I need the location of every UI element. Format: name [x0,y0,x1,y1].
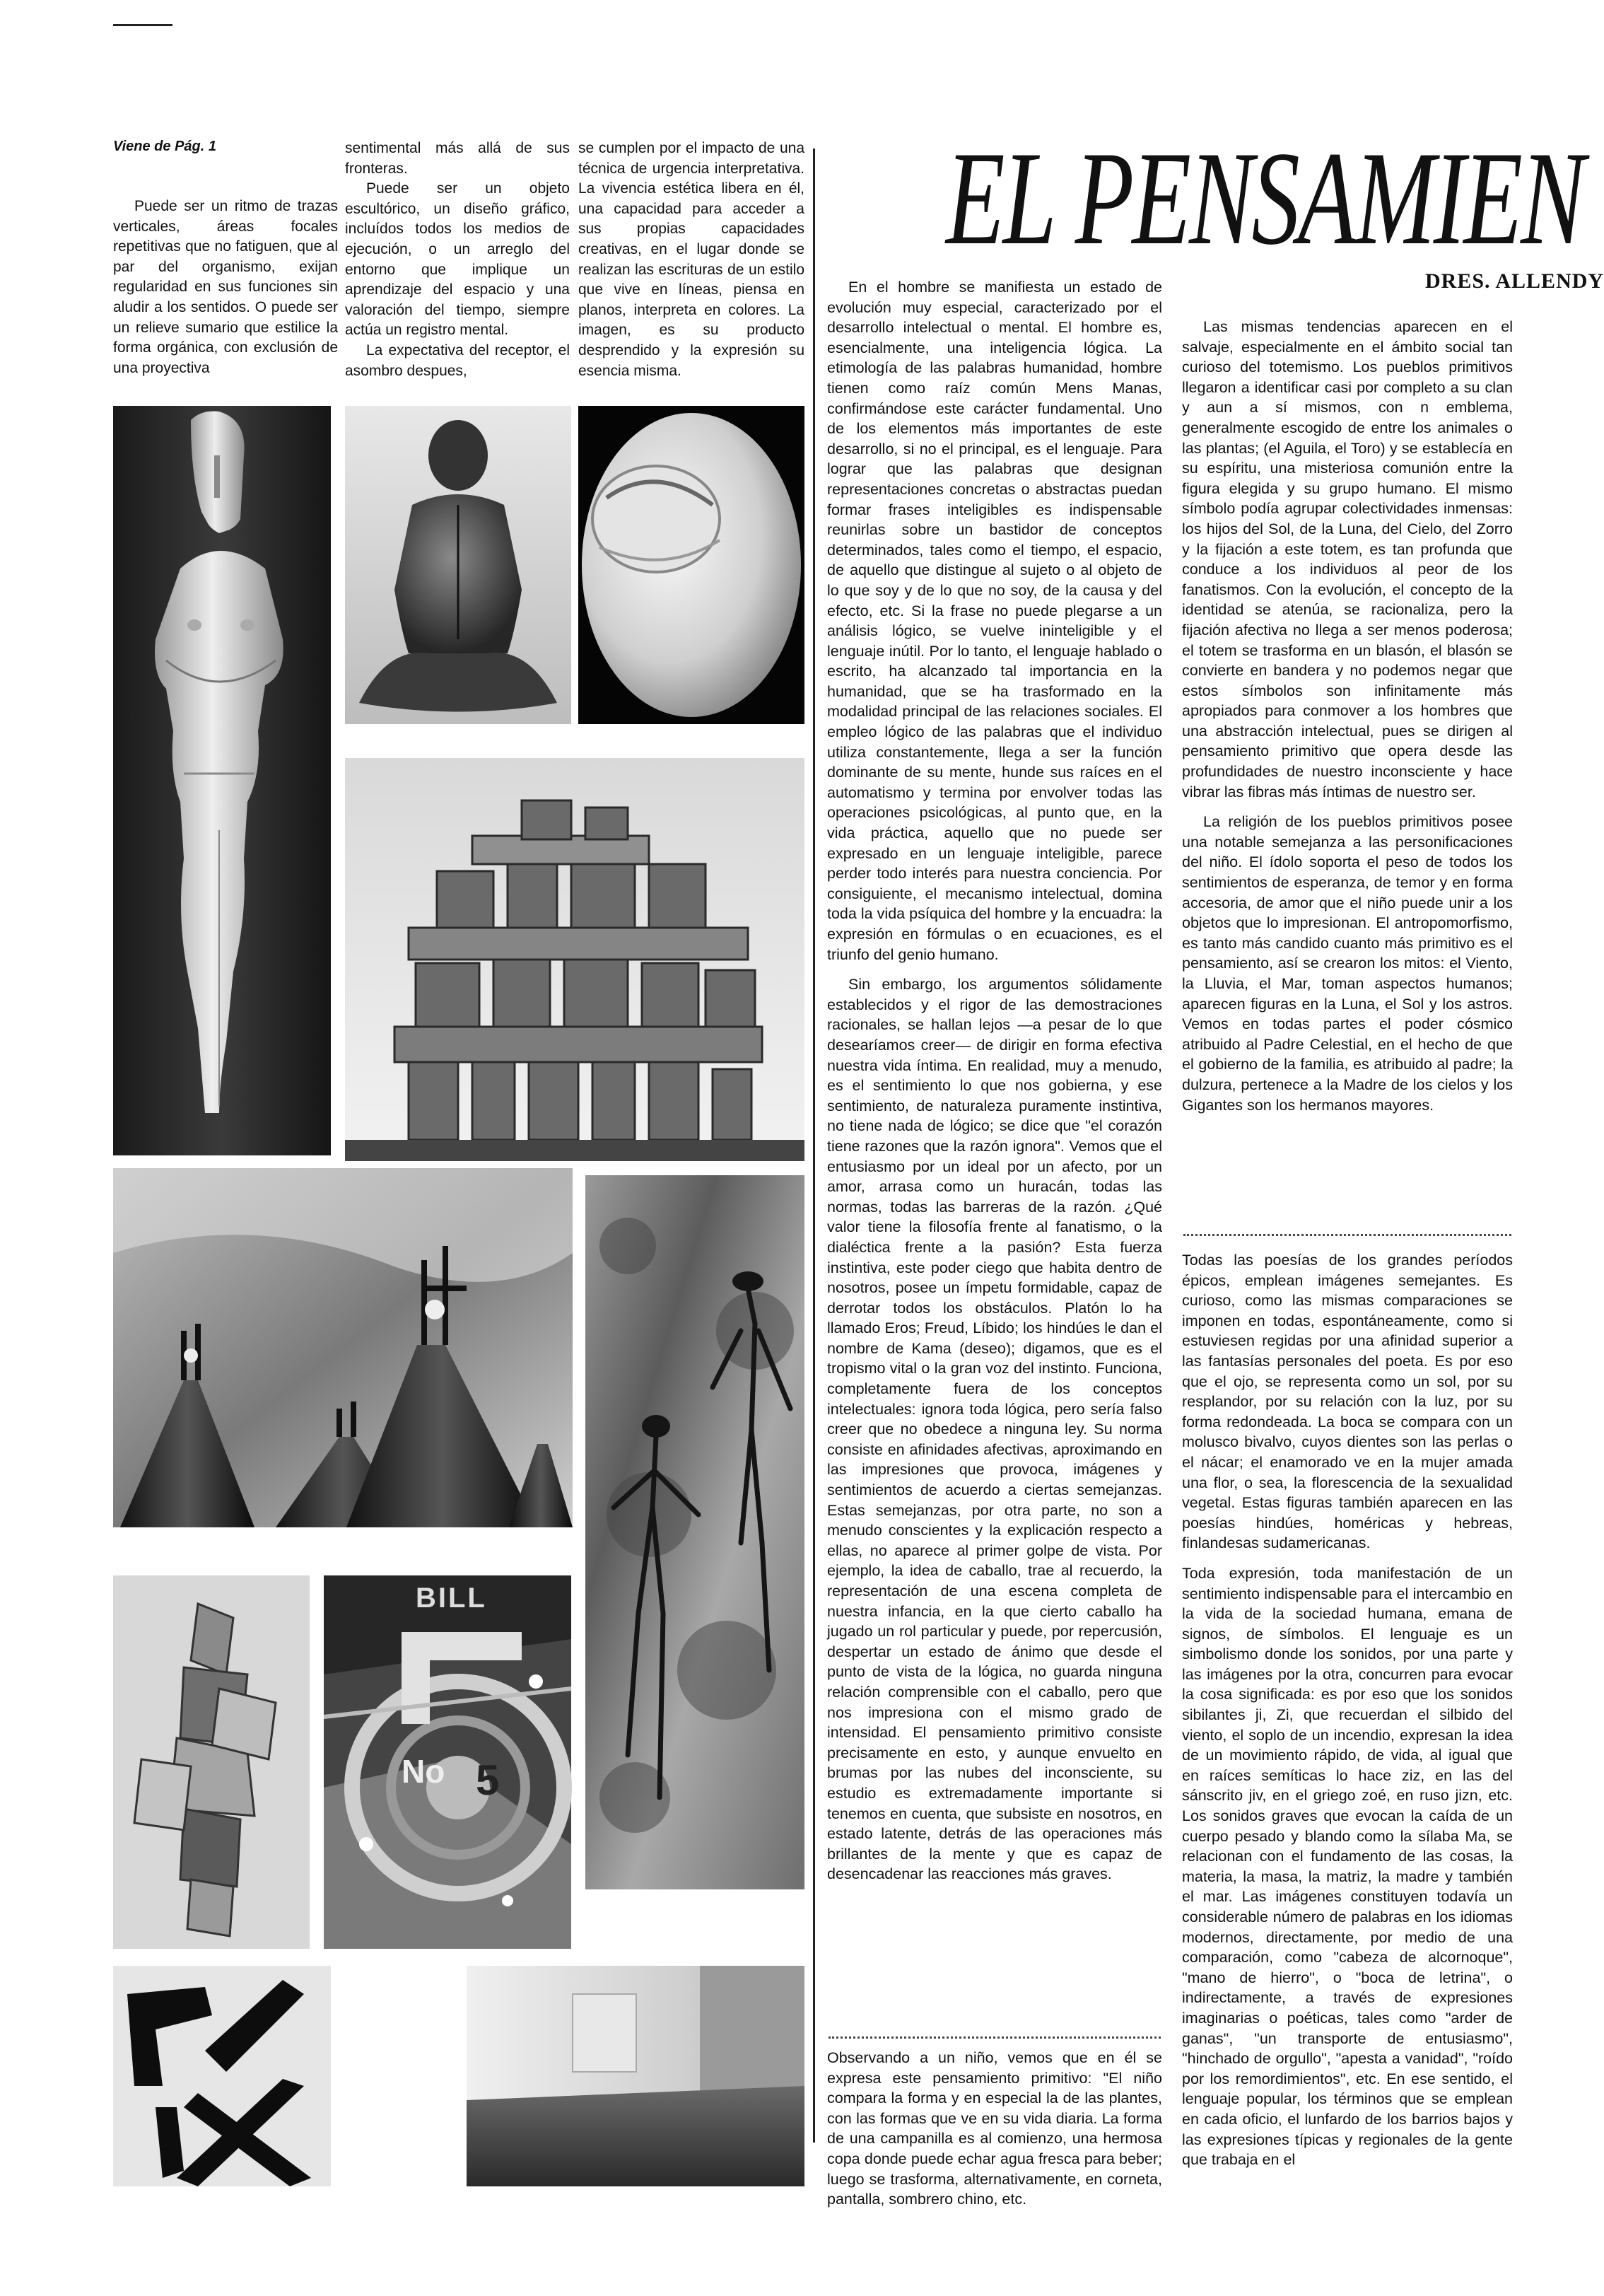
poster-text-no: No [402,1753,445,1790]
poster-text-bill: BILL [416,1583,487,1614]
column-2 [345,139,570,381]
col3-paragraph-1: se cumplen por el impacto de una técnica de urgencia interpretativa. La vivencia estética libera en él, una capacidad para acceder a sus propias capacidades creativas, en el lugar donde se realizan las escrituras de un estilo que vive en líneas, piensa en planos, interpreta en colores. La imagen, es su producto desprendido y la expresión su esencia misma. [578,140,804,379]
article-authors: DRES. ALLENDY [1425,269,1604,293]
article-title: EL PENSAMIEN [946,124,1583,273]
col5-paragraph-3: Todas las poesías de los grandes períodos épicos, emplean imágenes semejantes. Es curioso, como las mismas comparaciones se imponen en todas, espontáneamente, como si estuviesen regidas por una afinidad superior a las fantasías personales del poeta. Es por eso que el ojo, se representa como un sol, por su resplandor, por su relación con la luz, por su forma redondeada. La boca se compara con un molusco bivalvo, cuyos dientes son las perlas o el nácar; el enamorado ve en la mujer amada una flor, o sea, la florescencia de la sexualidad vegetal. Estas figuras también aparecen en las poesías hindúes, homéricas y hebreas, finlandesas sudamericanas. [1182,1252,1513,1552]
column-divider [813,148,815,2143]
col5-dotted-divider [1183,1234,1511,1236]
continued-label: Viene de Pág. 1 [113,139,216,154]
cones-painting-photo [113,1168,573,1527]
gallery-interior-photo [467,1966,804,2186]
poster-text-5: 5 [476,1756,500,1804]
column-5 [1182,317,1513,1115]
rock-art-photo [585,1175,804,1889]
column-4 [827,277,1162,1884]
col5-paragraph-4: Toda expresión, toda manifestación de un sentimiento indispensable para el intercambio en la vida de la sociedad humana, emana de signos, de símbolos. El lenguaje es un simbolismo donde los sonidos, por una parte y las imágenes por la otra, concurren para evocar la cosa significada: es por eso que los sonidos sibilantes ji, Zi, que recuerdan el silbido del viento, el soplo de un incendio, expresan la idea de un movimiento rápido, de vida, al igual que en raíces semíticas lo hace ziz, en las del sánscrito jiv, en el griego zoé, en ruso jizn, etc. Los sonidos graves que evocan la caída de un cuerpo pesado y blando como la sílaba Ma, se relacionan con el fundamento de las cosas, la materia, la masa, la matriz, la madre y también el mar. Las imágenes constituyen todavía un considerable número de palabras en los idiomas modernos, directamente, por medio de una comparación, como "cabeza de alcornoque", "mano de hierro", o "boca de letrina", o indirectamente, a través de expresiones imaginarias o poéticas, tales como "arder de ganas", "un transporte de entusiasmo", "hinchado de orgullo", "apesta a vanidad", "roído por los remordimientos", etc. En ese sentido, el lenguaje popular, los términos que se emplean en cada oficio, el lunfardo de los barrios bajos y las expresiones típicas y regionales de la gente que trabaja en el [1182,1564,1513,2169]
col2-paragraph-1: sentimental más allá de sus fronteras. [345,140,570,177]
black-forms-artwork-photo [113,1966,331,2186]
number-five-painting-photo [324,1575,571,1949]
col5-paragraph-1: Las mismas tendencias aparecen en el salvaje, especialmente en el ámbito social tan curioso del totemismo. Los pueblos primitivos llegaron a identificar casi por completo a su clan y aun a sí mismos, con n emblema, generalmente escogido de entre los animales o las plantas; (el Aguila, el Toro) y se establecía en su espíritu, una misteriosa comunión entre la figura elegida y su grupo humano. El mismo símbolo podía agrupar colectividades inmensas: los hijos del Sol, de la Luna, del Cielo, del Zorro y la fijación a este totem, es tan profunda que conduce a los individuos al peor de los fanatismos. Con la evolución, el concepto de la identidad se atenúa, se racionaliza, pero la fijación afectiva no llega a ser menos poderosa; el totem se trasforma en un blasón, el blasón se convierte en bandera y no podemos negar que estos símbolos son infinitamente más apropiados para conmover a los hombres que una abstracción intelectual, pues se dirigen al pensamiento primitivo que opera desde las profundidades de nuestro inconsciente y hace vibrar las fibras más íntimas de nuestro ser. [1182,318,1513,800]
col4-dotted-divider [829,2036,1161,2039]
col2-paragraph-2: Puede ser un objeto escultórico, un diseño gráfico, incluídos todos los medios de ejecución, o un arreglo del entorno que implique un aprendizaje del espacio y una valoración del tiempo, siempre actúa un registro mental. [345,180,570,339]
column-4-lower [827,2048,1162,2210]
col4-paragraph-3: Observando a un niño, vemos que en él se expresa este pensamiento primitivo: "El niño compara la forma y en especial la de las plantes, con las formas que ve en su vida diaria. La forma de una campanilla es al comienzo, una hermosa copa donde puede echar agua fresca para beber; luego se trasforma, alternativamente, en corneta, pantalla, sombrero chino, etc. [827,2049,1162,2208]
column-3 [578,139,804,381]
col5-paragraph-2: La religión de los pueblos primitivos posee una notable semejanza a las personificaciones del niño. El ídolo soporta el peso de todos los sentimientos de esperanza, de temor y en forma accesoria, de amor que el niño puede unir a los objetos que lo impresionan. El antropomorfismo, es tanto más candido cuanto más primitivo es el pensamiento, así se crearon los mitos: el Viento, la Lluvia, el Mar, toman aspectos humanos; aparecen figuras en la Luna, el Sol y los astros. Vemos en todas partes el poder cósmico atribuido al Padre Celestial, en el hecho de que el gobierno de la familia, es atribuido al padre; la dulzura, pertenece a la Madre de los cielos y los Gigantes son los hermanos mayores. [1182,813,1513,1114]
column-5-lower [1182,1250,1513,2170]
stone-structure-photo [345,758,804,1161]
ovoid-sculpture-photo [578,406,804,724]
seated-figure-photo [345,406,571,724]
cycladic-figure-photo [113,406,331,1155]
col4-paragraph-1: En el hombre se manifiesta un estado de evolución muy especial, caracterizado por el desarrollo intelectual o mental. El hombre es, esencialmente, una inteligencia lógica. La etimología de las palabras humanidad, hombre tienen como raíz común Mens Manas, confirmándose este carácter fundamental. Uno de los elementos más importantes de este desarrollo, si no el principal, es el lenguaje. Para lograr que las palabras que designan representaciones concretas o abstractas puedan formar frases inteligibles es indispensable reunirlas sobre un bastidor de conceptos determinados, tales como el tiempo, el espacio, de aquello que distingue al sujeto o al objeto de lo que soy y de lo que no soy, de la causa y del efecto, etc. Si la frase no puede plegarse a un análisis lógico, se vuelve ininteligible y el lenguaje inútil. Por lo tanto, el lenguaje hablado o escrito, ha alcanzado tal importancia en la humanidad, que se ha trasformado en la modalidad principal de las relaciones sociales. El empleo lógico de las palabras que el individuo utiliza constantemente, llega a ser la función dominante de su mente, hunde sus raíces en el automatismo y termina por envolver todas las operaciones psicológicas, al punto que, en la vida práctica, aquello que no puede ser expresado en un lenguaje inteligible, parece perder todo interés para nuestra conciencia. Por consiguiente, el mecanismo intelectual, domina toda la vida psíquica del hombre y la encuadra: la expresión en fórmulas o en ecuaciones, es el triunfo del genio humano. [827,279,1162,963]
cubist-painting-photo [113,1575,310,1949]
col4-paragraph-2: Sin embargo, los argumentos sólidamente establecidos y el rigor de las demostraciones racionales, se hallan lejos —a pesar de lo que desearíamos creer— de dirigir en forma efectiva nuestra vida íntima. En realidad, muy a menudo, es el sentimiento lo que nos gobierna, y ese sentimiento, de naturaleza puramente instintiva, no tiene nada de lógico; se dice que "el corazón tiene razones que la razón ignora". Vemos que el entusiasmo por un ideal por un afecto, por un amor, arrasa como un huracán, todas las normas, todas las barreras de la razón. ¿Qué valor tiene la filosofía frente al fanatismo, o la dialéctica frente a la pasión? Esta fuerza instintiva, este poder ciego que habita dentro de nosotros, posee un ímpetu formidable, capaz de derrotar todos los obstáculos. Platón lo ha llamado Eros; Freud, Líbido; los hindúes le dan el nombre de Kama (deseo); digamos, que es el tropismo vital o la gran voz del instinto. Funciona, completamente fuera de los conceptos intelectuales: ignora toda lógica, pero sería falso creer que no obedece a ninguna ley. Su norma consiste en afinidades afectivas, aproximando en las impresiones que provoca, imágenes y sentimientos de acuerdo a ciertas semejanzas. Estas semejanzas, por otra parte, no son a menudo conscientes y la explicación respecto a ellas, no aparece al primer golpe de vista. Por ejemplo, la idea de caballo, trae al recuerdo, la representación de una escena completa de nuestra infancia, en la que cierto caballo ha jugado un rol particular y puede, por repercusión, despertar un estado de ánimo que desde el punto de vista de la lógica, no guarda ninguna relación comprensible con el caballo, pero que nos impresiona con el mismo grado de intensidad. El pensamiento primitivo consiste precisamente en esto, y aunque envuelto en brumas por las nubes del inconsciente, su estudio es extremadamente importante si tenemos en cuenta, que subsiste en nosotros, en estado latente, detrás de las operaciones más brillantes de la mente y que es capaz de desencadenar las reacciones más graves. [827,976,1162,1883]
column-1 [113,197,338,378]
col1-paragraph-1: Puede ser un ritmo de trazas verticales, áreas focales repetitivas que no fatiguen, que al par del organismo, exijan regularidad en sus funciones sin aludir a los sentidos. O puede ser un relieve sumario que estilice la forma orgánica, con exclusión de una proyectiva [113,198,338,376]
col2-paragraph-3: La expectativa del receptor, el asombro despues, [345,342,570,379]
top-rule [113,24,172,26]
